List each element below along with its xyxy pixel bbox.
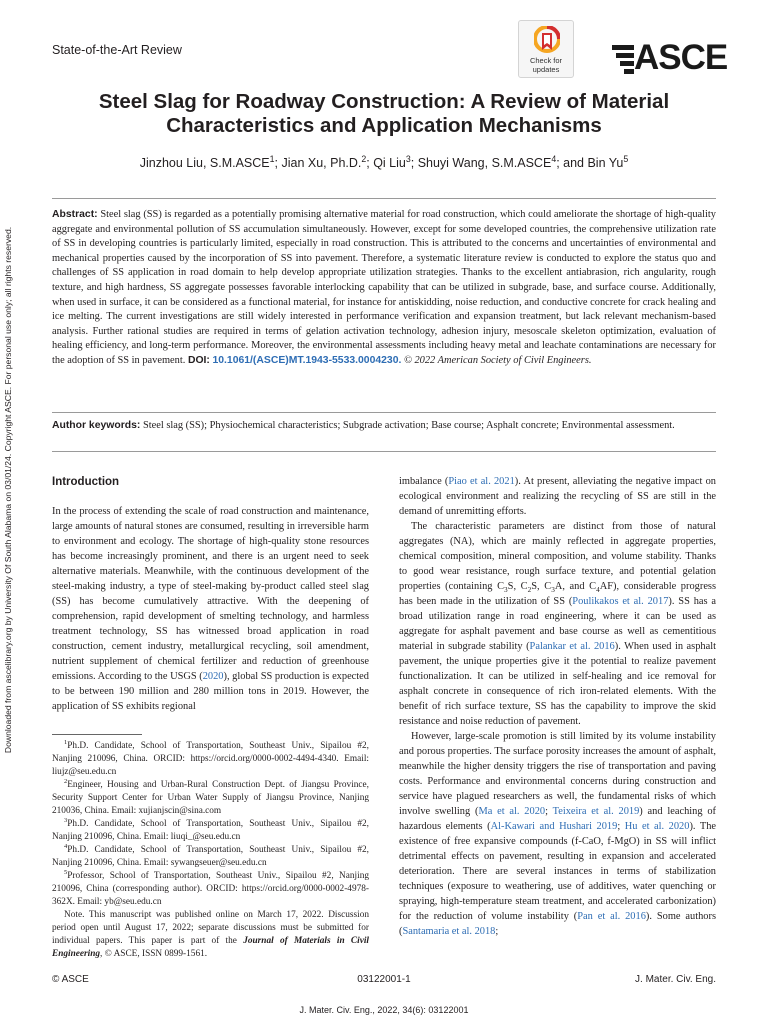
paragraph-text: ;	[617, 821, 625, 832]
intro-right-column	[399, 474, 716, 939]
subscript: 3	[551, 586, 555, 595]
footnotes	[52, 740, 369, 961]
paragraph-text: A, and C	[554, 581, 597, 592]
author-name[interactable]: Shuyi Wang, S.M.ASCE	[417, 156, 552, 170]
footnote-marker: 2	[64, 777, 68, 785]
paragraph-text: ;	[495, 926, 499, 937]
intro-paragraph-3	[399, 519, 716, 729]
note-tail: , © ASCE, ISSN 0899-1561.	[100, 949, 208, 959]
footnote-marker: 5	[64, 868, 68, 876]
paragraph-text: ;	[545, 806, 553, 817]
author-name[interactable]: Bin Yu	[587, 156, 624, 170]
footer-copyright: © ASCE	[52, 974, 89, 985]
download-notice-text: Downloaded from ascelibrary.org by University Of South Alabama on 03/01/24. Copyright ASCE. For personal use only; all rights reserved.	[3, 226, 13, 754]
section-label: State-of-the-Art Review	[52, 43, 182, 57]
abstract-text: Steel slag (SS) is regarded as a potentially promising alternative material for road construction, which could ameliorate the shortage of high-quality aggregate and environmental pollution of SS accumulation simultaneously. However, except for some developed countries, the comprehensive utilization rate of SS in developing countries is particularly limited, especially in road construction. This is attributed to the concerns and uncertainties of environmental and mechanical properties caused by the incorporation of SS into pavement. Therefore, a systematic literature review is conducted to explore the status quo and challenges of SS application in road domain to help develop appropriate utilization strategies. Thanks to the excellent antiabrasion, rich angularity, rough texture, and high hardness, SS aggregate possesses favorable interlocking capability that can be utilized in subgrade, base, and surface course. Additionally, when used in surface, it can be considered as a functional material, for instance for antiskidding, noise reduction, and conductive concrete for crack healing and ice melting. The current investigations are still widely interested in performance verification and expansion treatment, but lack relevant mechanism-based analysis. Further rational studies are required in terms of gelation activation technology, adhesion injury, mesoscale skeleton optimization, evaluation of healing efficiency, and long-term performance. Moreover, the environmental assessments including heavy metal and leachate contaminations are necessary for the adoption of SS in pavement.	[52, 209, 716, 366]
footnote-text: Professor, School of Transportation, Southeast Univ., Sipailou #2, Nanjing 210096, China (corresponding author). ORCID: https://orcid.org/0000-0002-4978-362X. Email: yb@seu.edu.cn	[52, 871, 369, 907]
copyright: © 2022 American Society of Civil Engineers.	[403, 354, 592, 366]
doi-link[interactable]: 10.1061/(ASCE)MT.1943-5533.0004230.	[212, 354, 402, 366]
citation-link[interactable]: Hu et al. 2020	[624, 821, 690, 832]
check-updates-line1: Check for	[529, 56, 563, 65]
note-text: Note. This manuscript was published online on March 17, 2022. Discussion period open until August 17, 2022; separate discussions must be submitted for individual papers. This paper is part of the	[52, 910, 369, 946]
author-name[interactable]: Jian Xu, Ph.D.	[281, 156, 362, 170]
paragraph-text: In the process of extending the scale of road construction and maintenance, large amounts of natural stones are consumed, resulting in irreversible harm to environment and ecology. The shortage of high-quality stone resources has become increasingly prominent, and there is an urgent need to seek alternative materials. Meanwhile, with the continuous development of the steel-making industry, a type of steel-making by-product called steel slag (SS) has become cumulatively attractive. With the deepening of comprehension, rapid development of smelting technology, and harmless treatment technology, SS has witnessed broad application in road construction, cement industry, metallurgical recycling, soil amendment, nutrient supplement of chemical fertilizer and reduction of greenhouse emissions. According to the USGS (	[52, 506, 369, 682]
publication-note	[52, 909, 369, 961]
download-notice	[2, 210, 14, 770]
author-separator: ;	[410, 156, 418, 170]
author-list	[40, 153, 728, 170]
intro-left-column	[52, 504, 369, 714]
paragraph-text: AF), considerable progress has been made in the utilization of SS (	[399, 581, 717, 607]
title-line-2: Characteristics and Application Mechanisms	[166, 114, 602, 137]
check-for-updates-button[interactable]	[518, 20, 574, 78]
author-affiliation: 3	[405, 153, 411, 164]
check-updates-icon	[534, 26, 560, 56]
paragraph-text: imbalance (	[399, 476, 449, 487]
asce-logo-text: ASCE	[634, 38, 728, 77]
author-name[interactable]: Qi Liu	[373, 156, 406, 170]
footnote-text: Ph.D. Candidate, School of Transportation, Southeast Univ., Sipailou #2, Nanjing 210096, China. ORCID: https://orcid.org/0000-0002-4494-4340. Email: liujz@seu.edu.cn	[52, 741, 369, 777]
journal-name: Journal of Materials in Civil Engineering	[52, 936, 369, 959]
author-keywords	[52, 419, 716, 433]
paragraph-text: ), global SS production is expected to be between 190 million and 280 million tons in 2019. However, the application of SS exhibits regional	[52, 671, 369, 712]
title-line-1: Steel Slag for Roadway Construction: A Review of Material	[98, 90, 670, 113]
paragraph-text: However, large-scale promotion is still limited by its volume instability and porous properties. The surface porosity increases the amount of asphalt, meanwhile the higher density triggers the rise of transportation and paving costs. Performance and environmental concerns during construction and service have plagued researchers as well, the fundamental risks of which involve swelling (	[399, 731, 716, 817]
divider-top	[52, 198, 716, 199]
divider-abstract	[52, 412, 716, 413]
paragraph-text: S, C	[507, 581, 528, 592]
footnote	[52, 740, 369, 779]
subscript: 3	[504, 586, 508, 595]
paragraph-text: ) and leaching of hazardous elements (	[399, 806, 717, 832]
footer-journal: J. Mater. Civ. Eng.	[635, 974, 716, 985]
citation-link[interactable]: Ma et al. 2020	[478, 806, 546, 817]
footnote	[52, 844, 369, 870]
footer-page-id: 03122001-1	[357, 974, 411, 985]
keywords-label: Author keywords:	[52, 420, 141, 431]
author-separator: ;	[366, 156, 374, 170]
author-affiliation: 5	[623, 153, 629, 164]
abstract-label: Abstract:	[52, 209, 98, 220]
keywords-text: Steel slag (SS); Physiochemical characteristics; Subgrade activation; Base course; Asphalt concrete; Environmental assessment.	[142, 420, 675, 431]
paragraph-text: ). When used in asphalt pavement, the unique properties give it the potential to realize pavement functionalization. It can be utilized in self-healing and ice removal for asphalt concrete in consequence of rich iron-related elements. With the benefit of rich surface texture, SS has the capability to improve the skid resistance and noise reduction of pavement.	[399, 641, 716, 727]
author-affiliation: 2	[361, 153, 367, 164]
citation-link[interactable]: Al-Kawari and Hushari 2019	[490, 821, 618, 832]
footnote-text: Ph.D. Candidate, School of Transportation, Southeast Univ., Sipailou #2, Nanjing 210096, China. Email: liuqi_@seu.edu.cn	[52, 819, 369, 842]
author-separator: ;	[274, 156, 282, 170]
author-name[interactable]: Jinzhou Liu, S.M.ASCE	[139, 156, 270, 170]
doi-label: DOI:	[187, 354, 210, 366]
article-title	[40, 90, 728, 138]
check-updates-line2: updates	[532, 64, 560, 74]
subscript: 4	[596, 586, 600, 595]
intro-paragraph-4	[399, 729, 716, 939]
footnote	[52, 870, 369, 909]
asce-logo	[612, 38, 728, 80]
intro-paragraph-2	[399, 474, 716, 519]
divider-keywords	[52, 451, 716, 452]
footnote-marker: 1	[64, 738, 68, 746]
footnote	[52, 818, 369, 844]
citation-link[interactable]: Pan et al. 2016	[577, 911, 646, 922]
citation-link[interactable]: Teixeira et al. 2019	[552, 806, 640, 817]
citation-link[interactable]: Poulikakos et al. 2017	[572, 596, 669, 607]
citation-link[interactable]: 2020	[202, 671, 224, 682]
paragraph-text: ). SS has a broad utilization range in road engineering, where it can be used as aggregate for asphalt pavement and base course as well as cementitious material in subgrade stability (	[399, 596, 716, 652]
footnote-text: Engineer, Housing and Urban-Rural Construction Dept. of Jiangsu Province, Security Support Center for Urban Water Supply of Jiangsu Province, Nanjing 210036, China. Email: xujianjscin@sina.com	[52, 780, 369, 816]
citation-link[interactable]: Piao et al. 2021	[448, 476, 515, 487]
intro-paragraph-1	[52, 504, 369, 714]
author-affiliation: 4	[551, 153, 557, 164]
paragraph-text: ). The existence of free expansive compounds (f-CaO, f-MgO) in SS will inflict detrimental effects on pavement, resulting in expansion and accelerated deterioration. There are several instances in terms of stabilization techniques (exposure to weathering, use of additives, water quenching or spraying, high-temperature steam treatment, and accelerated carbonization) for the reduction of volume instability (	[399, 821, 716, 922]
paragraph-text: ). At present, alleviating the negative impact on ecological environment and realizing the recycling of SS are still in the demand of unremitting efforts.	[399, 476, 716, 517]
paragraph-text: The characteristic parameters are distinct from those of natural aggregates (NA), which are mainly reflected in aggregate properties, chemical composition, mineral composition, and volume stability. Thanks to good wear resistance, rough surface texture, and potential gelation properties (containing C	[399, 521, 716, 592]
paragraph-text: S, C	[531, 581, 552, 592]
citation-link[interactable]: Santamaria et al. 2018	[402, 926, 496, 937]
footer-citation: J. Mater. Civ. Eng., 2022, 34(6): 03122001	[299, 1005, 469, 1015]
citation-link[interactable]: Palankar et al. 2016	[529, 641, 615, 652]
footnote	[52, 779, 369, 818]
footnote-text: Ph.D. Candidate, School of Transportation, Southeast Univ., Sipailou #2, Nanjing 210096, China. Email: sywangseuer@seu.edu.cn	[52, 845, 369, 868]
paragraph-text: ). Some authors (	[399, 911, 716, 937]
footnote-marker: 4	[64, 842, 68, 850]
author-affiliation: 1	[269, 153, 275, 164]
subscript: 2	[527, 586, 532, 595]
footnote-marker: 3	[64, 816, 68, 824]
asce-stripes-icon	[612, 43, 634, 77]
abstract	[52, 208, 716, 369]
footnote-divider	[52, 734, 142, 735]
section-heading-introduction: Introduction	[52, 476, 120, 488]
author-separator: ; and	[556, 156, 588, 170]
